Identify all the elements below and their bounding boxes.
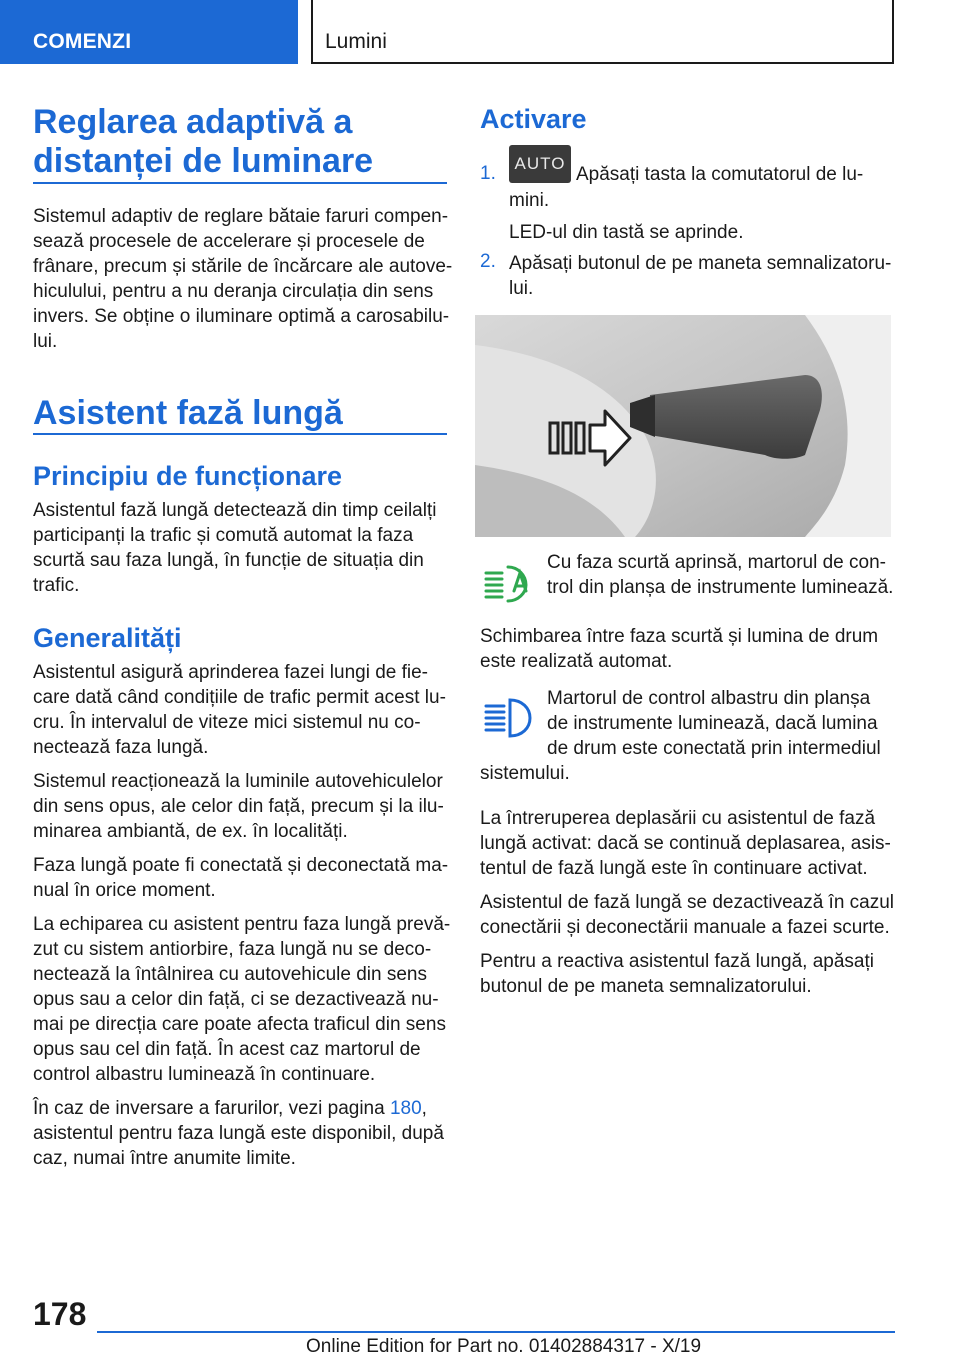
heading-rule (33, 182, 447, 184)
text-line: lungă activat: dacă se continuă deplasarea, asis- (480, 833, 891, 854)
heading-high-beam-assistant: Asistent fază lungă (33, 394, 343, 432)
text-line: Asistentul asigură aprinderea fazei lungi de fie- (33, 662, 429, 683)
text-line: Cu faza scurtă aprinsă, martorul de con- (547, 552, 886, 573)
chapter-tab (311, 0, 894, 64)
text-line: mai pe direcția care poate afecta traficul din sens (33, 1014, 446, 1035)
text-line: Apăsați tasta la comutatorul de lu- (576, 164, 864, 185)
section-title: COMENZI (33, 30, 132, 53)
text-line: din sens opus, ale celor din față, precum și la ilu- (33, 796, 444, 817)
step-number: 2. (480, 251, 496, 272)
section-tab (0, 0, 298, 64)
text-line: participanți la trafic și comută automat la faza (33, 525, 414, 546)
text-line: minarea ambiantă, de ex. în localități. (33, 821, 348, 842)
chapter-title: Lumini (325, 30, 387, 53)
text-line: scurtă sau faza lungă, în funcție de situația din (33, 550, 424, 571)
heading-adaptive-range (33, 103, 447, 181)
indicator-high-beam-text (547, 686, 897, 761)
text-line: control albastru luminează în continuare. (33, 1064, 376, 1085)
subheading-general: Generalități (33, 623, 182, 653)
auto-key-label: AUTO (514, 154, 566, 173)
paragraph-principle (33, 498, 453, 598)
text-line: sistemului. (480, 763, 570, 784)
text-line: opus sau cel din față. În acest caz martorul de (33, 1039, 421, 1060)
text-line: Sistemul reacționează la luminile autovehiculelor (33, 771, 443, 792)
text-line: opus sau a celor din față, ci se dezactivează nu- (33, 989, 439, 1010)
text-line: sează procesele de accelerare și procesele de (33, 231, 425, 252)
step-1 (480, 145, 894, 217)
footer-rule (97, 1331, 895, 1333)
text-line: de instrumente luminează, dacă lumina (547, 713, 878, 734)
text-line: invers. Se obține o iluminare optimă a carosabilu- (33, 306, 450, 327)
edition-note: Online Edition for Part no. 01402884317 - X/19 (306, 1336, 702, 1357)
text-line: cru. În intervalul de viteze mici sistemul nu co- (33, 712, 421, 733)
text-span: În caz de inversare a farurilor, vezi pagina (33, 1098, 390, 1119)
paragraph-general (33, 660, 453, 1171)
text-line: trafic. (33, 575, 80, 596)
text-line: care dată când condițiile de trafic permit acest lu- (33, 687, 446, 708)
text-line: mini. (509, 190, 550, 211)
text-line: butonul de pe maneta semnalizatorului. (480, 976, 812, 997)
heading-rule (33, 433, 447, 435)
subheading-activation: Activare (480, 104, 587, 134)
text-line: nectează faza lungă. (33, 737, 209, 758)
text-line: Faza lungă poate fi conectată și deconectată ma- (33, 855, 449, 876)
paragraph-interruption (480, 806, 900, 999)
text-line: tentul de fază lungă este în continuare activat. (480, 858, 868, 879)
text-line: nual în orice moment. (33, 880, 216, 901)
text-line: Apăsați butonul de pe maneta semnalizatoru- (509, 253, 892, 274)
step-number: 1. (480, 163, 496, 184)
text-line: este realizată automat. (480, 651, 673, 672)
text-line: Pentru a reactiva asistentul fază lungă, apăsați (480, 951, 874, 972)
paragraph-auto-switch (480, 624, 894, 674)
heading-line: distanței de luminare (33, 142, 374, 180)
text-line: La întreruperea deplasării cu asistentul de fază (480, 808, 876, 829)
text-line: lui. (509, 278, 534, 299)
text-line: lui. (33, 331, 58, 352)
text-line: Sistemul adaptiv de reglare bătaie faruri compen- (33, 206, 449, 227)
text-line: conectării și deconectării manuale a fazei scurte. (480, 917, 890, 938)
text-line: Asistentul de fază lungă se dezactivează în cazul (480, 892, 895, 913)
text-line: Schimbarea între faza scurtă și lumina de drum (480, 626, 879, 647)
subheading-principle: Principiu de funcționare (33, 461, 343, 491)
indicator-low-beam-text (547, 550, 897, 600)
text-line: frânare, precum și stările de încărcare ale autove- (33, 256, 453, 277)
text-line: Asistentul fază lungă detectează din timp ceilalți (33, 500, 437, 521)
text-line: zut cu sistem antiorbire, faza lungă nu se deco- (33, 939, 432, 960)
text-line: de drum este conectată prin intermediul (547, 738, 881, 759)
text-line (33, 1096, 453, 1121)
text-line: hiculului, pentru a nu deranja circulația din sens (33, 281, 434, 302)
high-beam-indicator-icon (484, 696, 534, 740)
turn-signal-lever-illustration (475, 315, 891, 537)
heading-line: Reglarea adaptivă a (33, 103, 353, 141)
text-line: nectează la întâlnirea cu autovehicule din sens (33, 964, 427, 985)
step-note: LED-ul din tastă se aprinde. (509, 222, 744, 243)
page-link-180[interactable]: 180 (389, 1098, 422, 1119)
text-line: La echiparea cu asistent pentru faza lungă prevă- (33, 914, 451, 935)
text-line: asistentul pentru faza lungă este disponibil, după (33, 1123, 444, 1144)
text-line: trol din planșa de instrumente luminează. (547, 577, 894, 598)
text-span: , (421, 1098, 427, 1119)
text-line: Martorul de control albastru din planșa (547, 688, 871, 709)
paragraph-adaptive (33, 204, 453, 354)
auto-key-icon (509, 145, 571, 183)
low-beam-auto-indicator-icon (484, 561, 534, 605)
text-line: caz, numai între anumite limite. (33, 1148, 296, 1169)
page-number: 178 (33, 1296, 87, 1332)
